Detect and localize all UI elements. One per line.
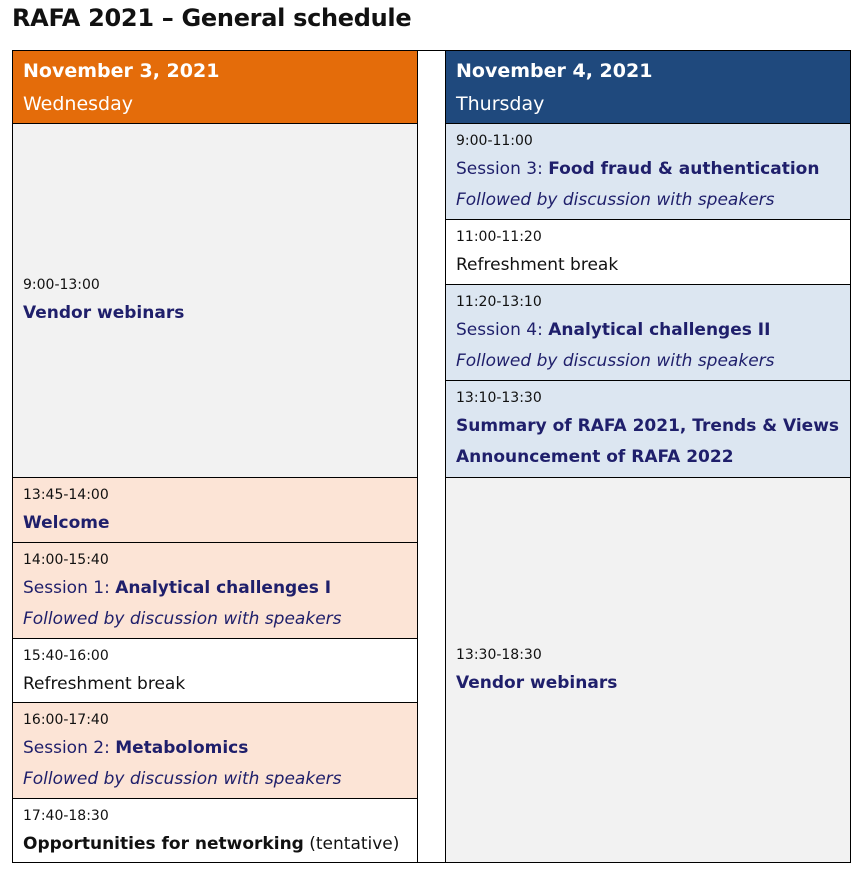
slot-title bbox=[23, 832, 407, 856]
networking-suffix: (tentative) bbox=[303, 834, 400, 854]
day2-vendor-cell bbox=[445, 478, 851, 863]
slot-time: 13:10-13:30 bbox=[456, 390, 542, 406]
summary-line-1: Summary of RAFA 2021, Trends & Views bbox=[456, 416, 840, 436]
slot-time: 13:45-14:00 bbox=[23, 487, 109, 503]
slot-time: 11:00-11:20 bbox=[456, 229, 542, 245]
session-note: Followed by discussion with speakers bbox=[23, 769, 342, 789]
slot-time: 15:40-16:00 bbox=[23, 648, 109, 664]
session-label: Analytical challenges II bbox=[548, 320, 771, 340]
slot-title: Vendor webinars bbox=[456, 672, 618, 693]
session-label: Food fraud & authentication bbox=[548, 159, 820, 179]
day2-session4-cell bbox=[445, 285, 851, 381]
slot-title bbox=[23, 576, 407, 600]
slot-title bbox=[23, 736, 407, 760]
session-note: Followed by discussion with speakers bbox=[456, 351, 775, 371]
day1-weekday: Wednesday bbox=[23, 93, 134, 115]
slot-time: 9:00-13:00 bbox=[23, 277, 100, 293]
session-prefix: Session 3: bbox=[456, 159, 549, 179]
day2-summary-cell bbox=[445, 381, 851, 478]
day1-vendor-cell bbox=[12, 124, 418, 478]
day1-header bbox=[12, 50, 418, 124]
day2-date: November 4, 2021 bbox=[456, 60, 653, 82]
slot-time: 14:00-15:40 bbox=[23, 552, 109, 568]
slot-title bbox=[456, 157, 840, 181]
day1-date: November 3, 2021 bbox=[23, 60, 220, 82]
slot-time: 16:00-17:40 bbox=[23, 712, 109, 728]
slot-title: Vendor webinars bbox=[23, 303, 185, 323]
slot-title bbox=[456, 318, 840, 342]
networking-label: Opportunities for networking bbox=[23, 834, 304, 854]
day1-welcome-cell bbox=[12, 478, 418, 543]
day1-networking-cell bbox=[12, 799, 418, 863]
slot-time: 13:30-18:30 bbox=[456, 646, 542, 663]
session-note: Followed by discussion with speakers bbox=[456, 190, 775, 210]
slot-title: Refreshment break bbox=[23, 674, 186, 694]
summary-line-2: Announcement of RAFA 2022 bbox=[456, 447, 734, 467]
session-prefix: Session 1: bbox=[23, 578, 116, 598]
day2-session3-cell bbox=[445, 124, 851, 220]
session-label: Analytical challenges I bbox=[115, 578, 332, 598]
slot-title: Refreshment break bbox=[456, 255, 619, 275]
day2-weekday: Thursday bbox=[456, 93, 545, 115]
day1-break-cell bbox=[12, 639, 418, 703]
slot-title: Welcome bbox=[23, 513, 110, 533]
slot-time: 11:20-13:10 bbox=[456, 294, 542, 310]
day2-break-cell bbox=[445, 220, 851, 285]
session-label: Metabolomics bbox=[115, 738, 249, 758]
session-prefix: Session 4: bbox=[456, 320, 549, 340]
session-prefix: Session 2: bbox=[23, 738, 116, 758]
day2-header bbox=[445, 50, 851, 124]
slot-time: 17:40-18:30 bbox=[23, 808, 109, 824]
page-title: RAFA 2021 – General schedule bbox=[12, 4, 412, 32]
slot-time: 9:00-11:00 bbox=[456, 133, 533, 149]
session-note: Followed by discussion with speakers bbox=[23, 609, 342, 629]
day1-session2-cell bbox=[12, 703, 418, 799]
column-spacer bbox=[418, 50, 445, 863]
day1-session1-cell bbox=[12, 543, 418, 639]
